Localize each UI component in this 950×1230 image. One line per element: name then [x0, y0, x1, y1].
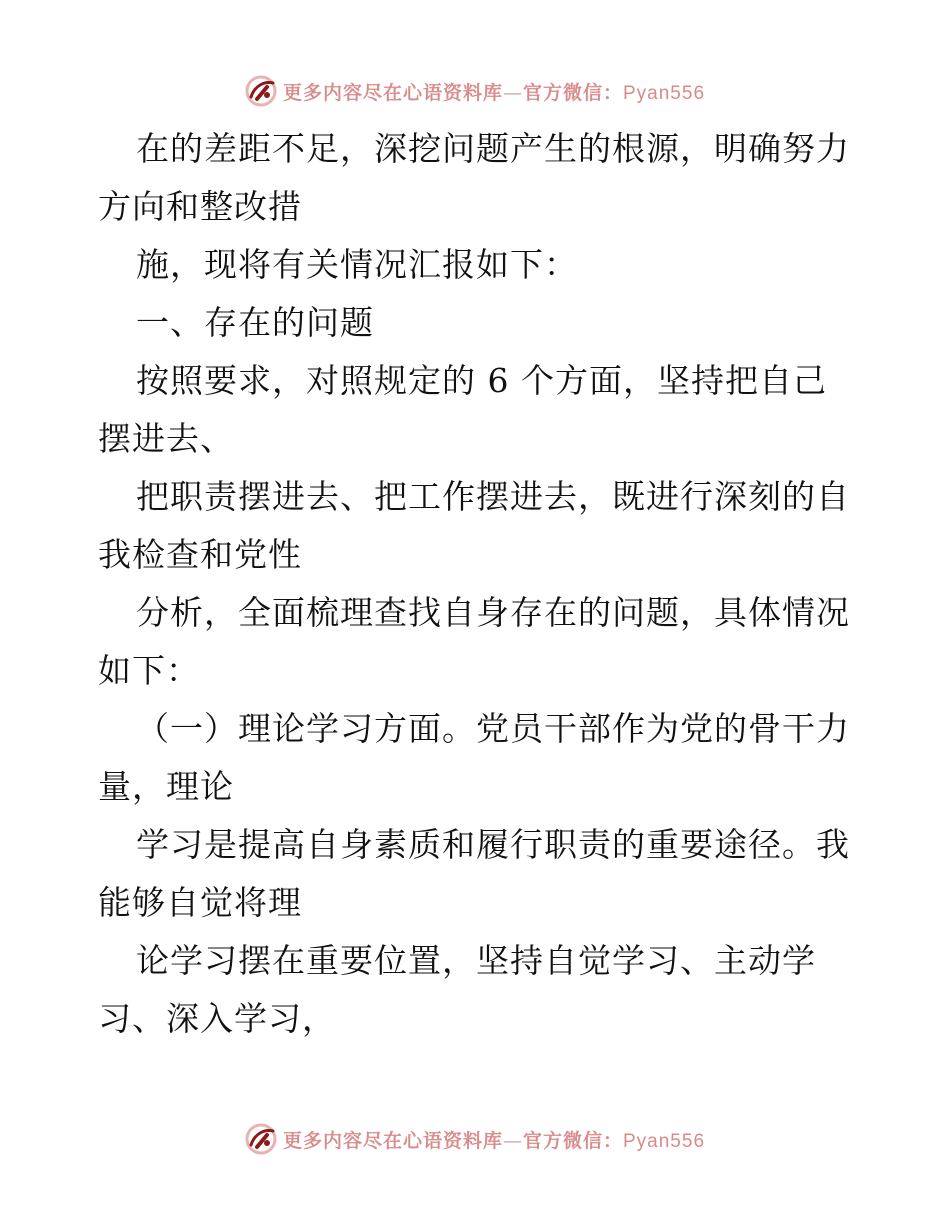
banner-text: [283, 78, 705, 105]
banner-label: 官方微信：: [522, 1129, 623, 1152]
section-heading: 一、存在的问题: [136, 303, 374, 342]
banner-separator: —: [502, 81, 523, 104]
text-line: 我检查和党性: [98, 535, 302, 574]
banner-brand: 更多内容尽在心语资料库: [282, 1129, 503, 1152]
brand-logo-icon: [245, 1123, 277, 1155]
text-line: 在的差距不足，深挖问题产生的根源，明确努力: [136, 129, 850, 168]
text-line: 量，理论: [98, 767, 234, 806]
text-line: 习、深入学习，: [98, 999, 336, 1038]
banner-wechat-id: Pyan556: [623, 1130, 706, 1152]
text-line: 施，现将有关情况汇报如下：: [136, 245, 578, 284]
banner-text: [283, 1126, 705, 1153]
banner-wechat-id: Pyan556: [623, 82, 706, 104]
banner-brand: 更多内容尽在心语资料库: [282, 81, 503, 104]
header-banner: [0, 71, 950, 111]
document-body: [98, 120, 858, 1048]
text-line: 如下：: [98, 651, 200, 690]
text-line: 学习是提高自身素质和履行职责的重要途径。我: [136, 825, 850, 864]
banner-label: 官方微信：: [522, 81, 623, 104]
text-line: 分析，全面梳理查找自身存在的问题，具体情况: [136, 593, 850, 632]
banner-separator: —: [502, 1129, 523, 1152]
subsection-heading: （一）理论学习方面。党员干部作为党的骨干力: [136, 709, 850, 748]
footer-banner: [0, 1119, 950, 1159]
text-line: 能够自觉将理: [98, 883, 302, 922]
text-line: 把职责摆进去、把工作摆进去，既进行深刻的自: [136, 477, 850, 516]
text-line: 摆进去、: [98, 419, 234, 458]
brand-logo-icon: [245, 75, 277, 107]
text-line: 方向和整改措: [98, 187, 302, 226]
text-line: 论学习摆在重要位置，坚持自觉学习、主动学: [136, 941, 816, 980]
text-line: 按照要求，对照规定的 6 个方面，坚持把自己: [136, 361, 827, 400]
